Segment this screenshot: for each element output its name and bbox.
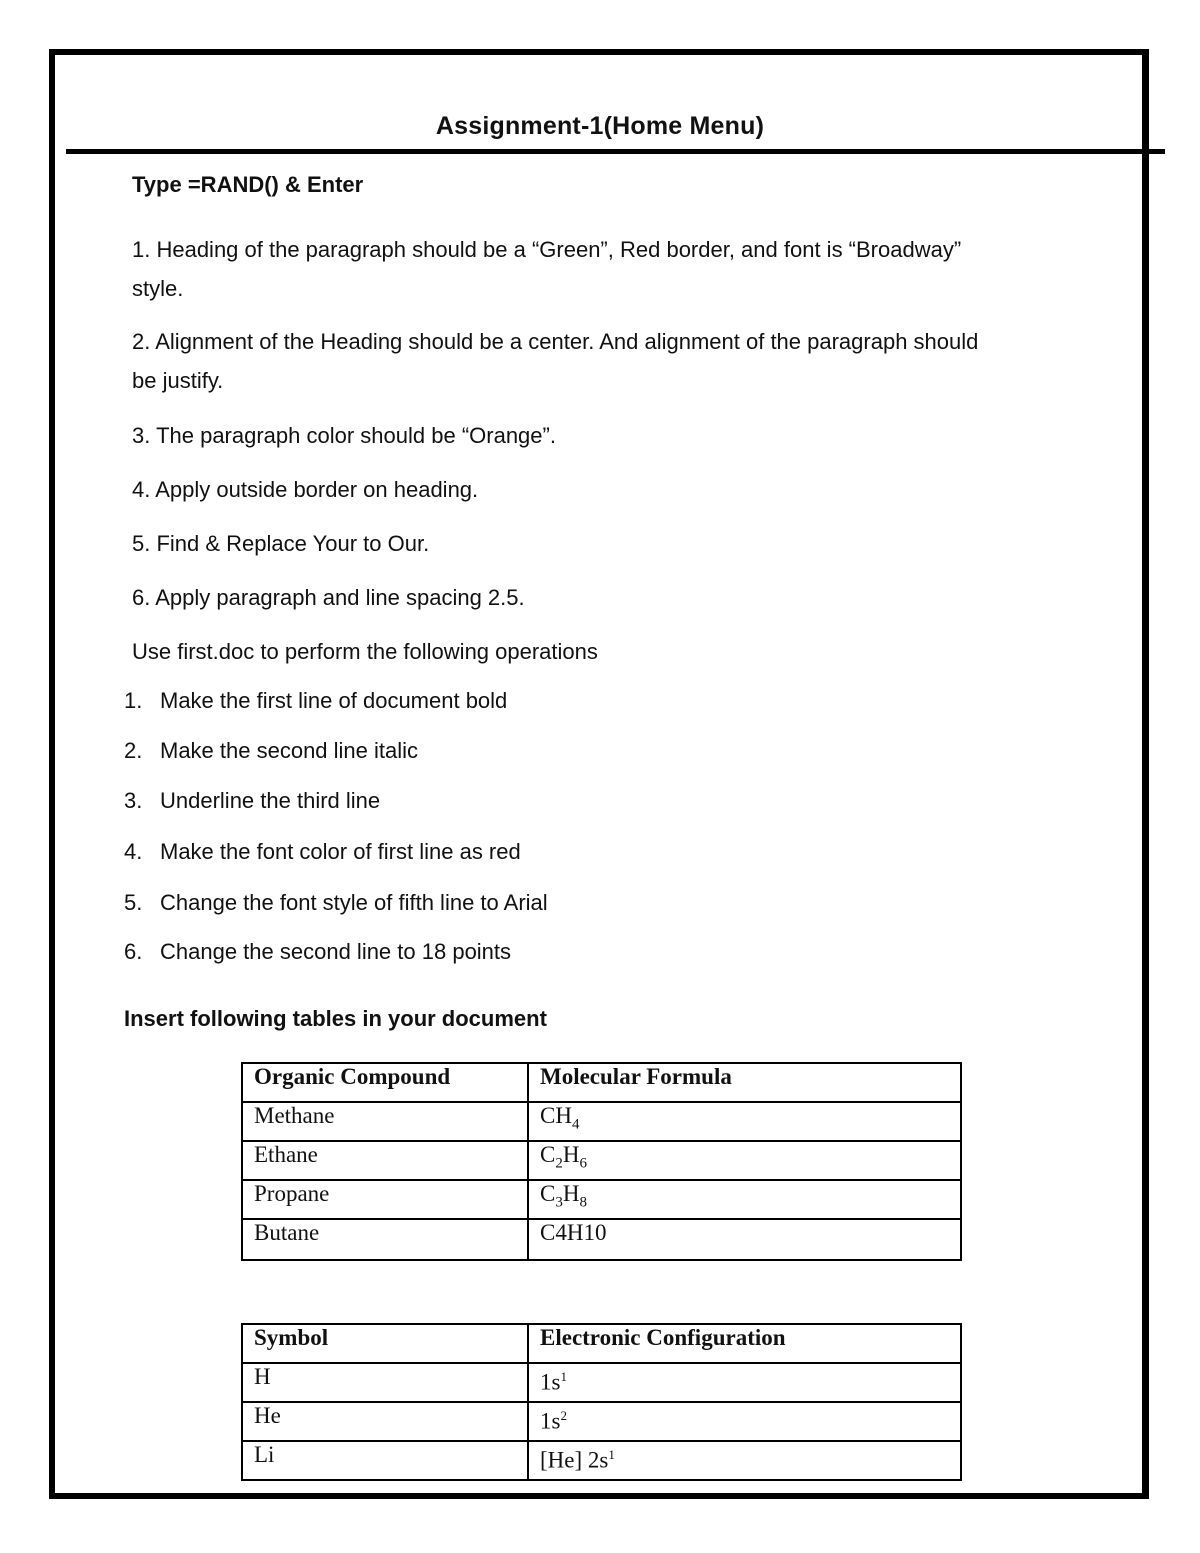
- formula-cell: $C_2H_6$: [528, 1141, 961, 1180]
- table-row: [242, 1219, 961, 1260]
- table-header-cell: Symbol: [242, 1324, 528, 1363]
- operation-number: 1.: [124, 688, 143, 713]
- table-header-cell: Molecular Formula: [528, 1063, 961, 1102]
- table-header-row: [242, 1324, 961, 1363]
- intro-line: Type =RAND() & Enter: [132, 172, 364, 197]
- table-row: [242, 1402, 961, 1441]
- instruction-2-cont: be justify.: [132, 368, 224, 393]
- formula-cell: $C_3H_8$: [528, 1180, 961, 1219]
- operation-item: [124, 839, 521, 865]
- table-row: [242, 1363, 961, 1402]
- instruction-5: 5. Find & Replace Your to Our.: [132, 531, 430, 556]
- page-title: Assignment-1(Home Menu): [435, 112, 765, 140]
- configuration-cell: $1s^2$: [528, 1402, 961, 1441]
- electronic-configuration-table: [241, 1323, 962, 1481]
- tables-heading: Insert following tables in your document: [124, 1006, 547, 1031]
- operation-number: 5.: [124, 890, 143, 915]
- instruction-4: 4. Apply outside border on heading.: [132, 477, 479, 502]
- table-row: [242, 1102, 961, 1141]
- table-header-cell: Organic Compound: [242, 1063, 528, 1102]
- page-border: [49, 49, 1149, 1499]
- configuration-cell: $1s^1$: [528, 1363, 961, 1402]
- operation-text: Make the second line italic: [160, 738, 419, 763]
- instruction-3: 3. The paragraph color should be “Orange”.: [132, 423, 556, 448]
- symbol-cell: He: [242, 1402, 528, 1441]
- operation-text: Underline the third line: [160, 788, 381, 813]
- operation-item: [124, 939, 511, 965]
- instruction-1: 1. Heading of the paragraph should be a “Green”, Red border, and font is “Broadway”: [132, 237, 962, 262]
- formula-cell: C4H10: [528, 1219, 961, 1260]
- operation-item: [124, 688, 507, 714]
- table-row: [242, 1441, 961, 1480]
- table-row: [242, 1180, 961, 1219]
- symbol-cell: Li: [242, 1441, 528, 1480]
- operation-item: [124, 788, 380, 814]
- operation-number: 6.: [124, 939, 143, 964]
- compound-name-cell: Methane: [242, 1102, 528, 1141]
- operation-text: Change the font style of fifth line to Arial: [160, 890, 548, 915]
- title-underline-rule: [66, 149, 1165, 154]
- compound-name-cell: Propane: [242, 1180, 528, 1219]
- table-row: [242, 1141, 961, 1180]
- operation-item: [124, 890, 548, 916]
- instruction-1-cont: style.: [132, 276, 184, 301]
- use-file-line: Use first.doc to perform the following operations: [132, 639, 598, 664]
- operation-text: Change the second line to 18 points: [160, 939, 512, 964]
- operation-text: Make the first line of document bold: [160, 688, 508, 713]
- instruction-2: 2. Alignment of the Heading should be a center. And alignment of the paragraph should: [132, 329, 979, 354]
- table-header-cell: Electronic Configuration: [528, 1324, 961, 1363]
- organic-compound-table: [241, 1062, 962, 1261]
- symbol-cell: H: [242, 1363, 528, 1402]
- operation-text: Make the font color of first line as red: [160, 839, 521, 864]
- operation-number: 3.: [124, 788, 143, 813]
- table-header-row: [242, 1063, 961, 1102]
- compound-name-cell: Butane: [242, 1219, 528, 1260]
- formula-cell: $CH_4$: [528, 1102, 961, 1141]
- instruction-6: 6. Apply paragraph and line spacing 2.5.: [132, 585, 525, 610]
- operation-number: 2.: [124, 738, 143, 763]
- operation-item: [124, 738, 418, 764]
- configuration-cell: [He] $2s^1$: [528, 1441, 961, 1480]
- compound-name-cell: Ethane: [242, 1141, 528, 1180]
- operation-number: 4.: [124, 839, 143, 864]
